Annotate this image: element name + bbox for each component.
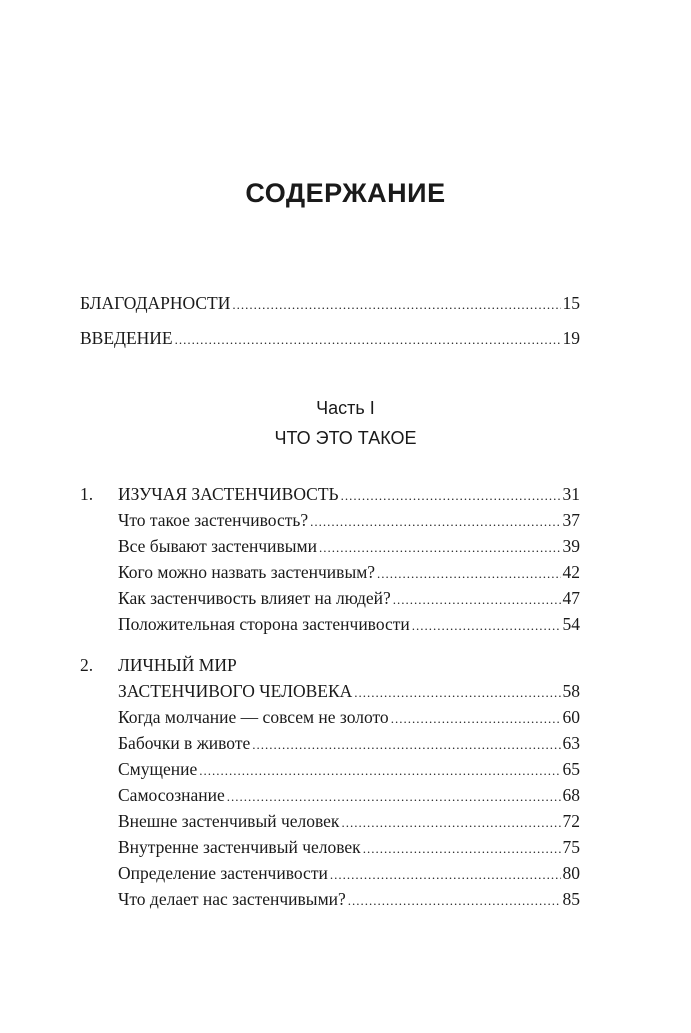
dot-leader xyxy=(354,682,560,704)
toc-entry-page: 19 xyxy=(562,328,580,348)
section-page: 80 xyxy=(562,863,580,883)
dot-leader xyxy=(232,294,560,316)
toc-entry-label: ВВЕДЕНИЕ xyxy=(80,328,173,348)
section-page: 42 xyxy=(562,562,580,582)
dot-leader xyxy=(412,615,561,637)
section-page: 54 xyxy=(562,614,580,634)
toc-section xyxy=(118,732,580,756)
section-page: 72 xyxy=(562,811,580,831)
dot-leader xyxy=(391,708,561,730)
section-label: Что делает нас застенчивыми? xyxy=(118,889,346,909)
chapter-number: 2. xyxy=(80,655,94,675)
toc-section xyxy=(118,613,580,637)
dot-leader xyxy=(363,838,561,860)
section-label: Внешне застенчивый человек xyxy=(118,811,340,831)
section-page: 37 xyxy=(562,510,580,530)
chapter-page: 31 xyxy=(562,484,580,504)
section-label: Определение застенчивости xyxy=(118,863,328,883)
toc-section xyxy=(118,535,580,559)
part-number: Часть I xyxy=(316,398,375,418)
section-label: Кого можно назвать застенчивым? xyxy=(118,562,376,582)
dot-leader xyxy=(310,511,560,533)
section-page: 39 xyxy=(562,536,580,556)
dot-leader xyxy=(175,329,561,351)
section-label: Все бывают застенчивыми xyxy=(118,536,317,556)
dot-leader xyxy=(252,734,560,756)
section-page: 47 xyxy=(562,588,580,608)
section-page: 68 xyxy=(562,785,580,805)
section-label: Что такое застенчивость? xyxy=(118,510,309,530)
toc-entry-introduction xyxy=(80,327,580,351)
dot-leader xyxy=(377,563,560,585)
dot-leader xyxy=(227,786,561,808)
toc-section xyxy=(118,810,580,834)
toc-section xyxy=(118,862,580,886)
section-page: 65 xyxy=(562,759,580,779)
dot-leader xyxy=(348,890,561,912)
dot-leader xyxy=(341,485,561,507)
toc-section xyxy=(118,587,580,611)
toc-chapter-2-first-line xyxy=(80,654,237,676)
section-label: Положительная сторона застенчивости xyxy=(118,614,410,634)
section-page: 75 xyxy=(562,837,580,857)
toc-section xyxy=(118,836,580,860)
dot-leader xyxy=(319,537,561,559)
toc-entry-acknowledgements xyxy=(80,292,580,316)
toc-entry-label: БЛАГОДАРНОСТИ xyxy=(80,293,231,313)
toc-chapter-1 xyxy=(80,483,580,507)
chapter-title-line2: ЗАСТЕНЧИВОГО ЧЕЛОВЕКА xyxy=(118,681,353,701)
section-page: 60 xyxy=(562,707,580,727)
section-label: Самосознание xyxy=(118,785,225,805)
dot-leader xyxy=(341,812,560,834)
chapter-number: 1. xyxy=(80,484,94,504)
section-label: Когда молчание — совсем не золото xyxy=(118,707,389,727)
section-label: Бабочки в животе xyxy=(118,733,251,753)
toc-section xyxy=(118,784,580,808)
toc-section xyxy=(118,706,580,730)
part-title: ЧТО ЭТО ТАКОЕ xyxy=(274,428,417,448)
toc-section xyxy=(118,561,580,585)
section-label: Внутренне застенчивый человек xyxy=(118,837,361,857)
toc-entry-page: 15 xyxy=(562,293,580,313)
section-page: 85 xyxy=(562,889,580,909)
chapter-title: ИЗУЧАЯ ЗАСТЕНЧИВОСТЬ xyxy=(118,484,339,504)
chapter-title-line1: ЛИЧНЫЙ МИР xyxy=(118,655,237,675)
chapter-page: 58 xyxy=(562,681,580,701)
section-label: Как застенчивость влияет на людей? xyxy=(118,588,391,608)
dot-leader xyxy=(330,864,561,886)
section-page: 63 xyxy=(562,733,580,753)
toc-section xyxy=(118,888,580,912)
dot-leader xyxy=(393,589,561,611)
section-label: Смущение xyxy=(118,759,198,779)
dot-leader xyxy=(199,760,560,782)
toc-chapter-2 xyxy=(118,680,580,704)
toc-section xyxy=(118,758,580,782)
page-title: СОДЕРЖАНИЕ xyxy=(245,178,446,208)
toc-section xyxy=(118,509,580,533)
